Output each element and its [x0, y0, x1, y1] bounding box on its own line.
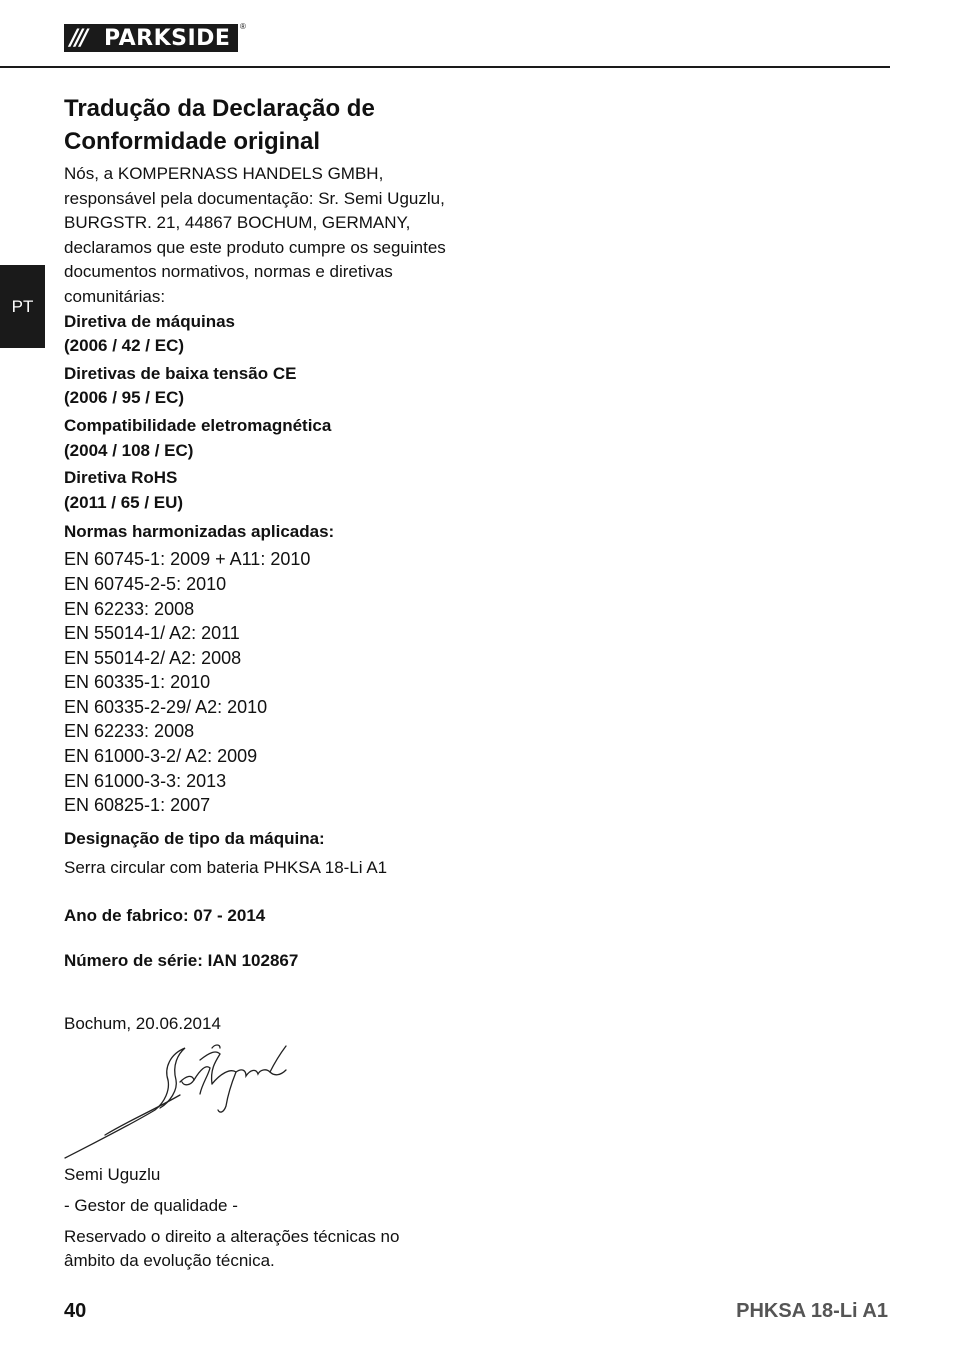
machine-type-value: Serra circular com bateria PHKSA 18-Li A1: [64, 857, 388, 877]
declaration-content: [64, 92, 484, 880]
directive-code: (2011 / 65 / EU): [64, 492, 184, 512]
directive-item: [64, 362, 484, 411]
place-date: Bochum, 20.06.2014: [64, 1014, 221, 1033]
page-number: 40: [64, 1300, 87, 1322]
intro-line: responsável pela documentação: Sr. Semi Uguzlu,: [64, 188, 445, 208]
norm-item: EN 60335-2-29/ A2: 2010: [64, 696, 268, 717]
intro-line: declaramos que este produto cumpre os seguintes: [64, 237, 446, 257]
intro-line: documentos normativos, normas e diretivas: [64, 262, 393, 282]
directive-item: [64, 414, 484, 463]
norm-item: EN 55014-1/ A2: 2011: [64, 623, 240, 644]
reserve-line-2: âmbito da evolução técnica.: [64, 1251, 275, 1270]
norm-item: EN 60335-1: 2010: [64, 672, 211, 693]
machine-type-heading: Designação de tipo da máquina:: [64, 828, 325, 848]
parkside-logo: [64, 24, 238, 52]
directives-list: [64, 310, 484, 516]
norm-item: EN 60745-2-5: 2010: [64, 573, 227, 594]
signer-role: - Gestor de qualidade -: [64, 1196, 238, 1215]
directive-name: Compatibilidade eletromagnética: [64, 415, 332, 435]
norm-item: EN 62233: 2008: [64, 721, 195, 742]
manufacture-year: Ano de fabrico: 07 - 2014: [64, 906, 266, 925]
signature-image: [60, 1040, 300, 1162]
model-name: PHKSA 18-Li A1: [736, 1300, 888, 1322]
logo-brand-text: PARKSIDE: [104, 25, 231, 51]
norm-item: EN 62233: 2008: [64, 598, 195, 619]
directive-code: (2006 / 95 / EC): [64, 388, 185, 408]
logo-slashes: ///: [70, 25, 86, 51]
page-title: [64, 92, 484, 158]
norm-item: EN 61000-3-3: 2013: [64, 770, 227, 791]
reserve-line-1: Reservado o direito a alterações técnicas no: [64, 1227, 400, 1246]
norm-item: EN 60745-1: 2009 + A11: 2010: [64, 549, 311, 570]
norm-item: EN 60825-1: 2007: [64, 795, 211, 816]
title-line-2: Conformidade original: [64, 128, 321, 155]
intro-line: BURGSTR. 21, 44867 BOCHUM, GERMANY,: [64, 213, 411, 233]
norm-item: EN 61000-3-2/ A2: 2009: [64, 746, 258, 767]
intro-line: Nós, a KOMPERNASS HANDELS GMBH,: [64, 164, 384, 183]
directive-item: [64, 466, 484, 515]
directive-item: [64, 310, 484, 359]
registered-mark: ®: [240, 22, 246, 31]
norms-list: [64, 547, 484, 818]
intro-line: comunitárias:: [64, 286, 166, 306]
header-divider: [0, 66, 890, 68]
directive-code: (2006 / 42 / EC): [64, 336, 185, 356]
directive-name: Diretiva de máquinas: [64, 311, 236, 331]
language-tab-label: PT: [11, 296, 34, 316]
reserve-note: [64, 1225, 484, 1273]
directive-name: Diretiva RoHS: [64, 468, 178, 488]
norms-heading: Normas harmonizadas aplicadas:: [64, 522, 335, 542]
serial-number: Número de série: IAN 102867: [64, 951, 299, 970]
intro-paragraph: [64, 162, 484, 310]
norm-item: EN 55014-2/ A2: 2008: [64, 647, 242, 668]
directive-code: (2004 / 108 / EC): [64, 440, 194, 460]
signer-name: Semi Uguzlu: [64, 1165, 161, 1184]
title-line-1: Tradução da Declaração de: [64, 95, 375, 122]
directive-name: Diretivas de baixa tensão CE: [64, 363, 297, 383]
language-tab: [0, 265, 45, 348]
